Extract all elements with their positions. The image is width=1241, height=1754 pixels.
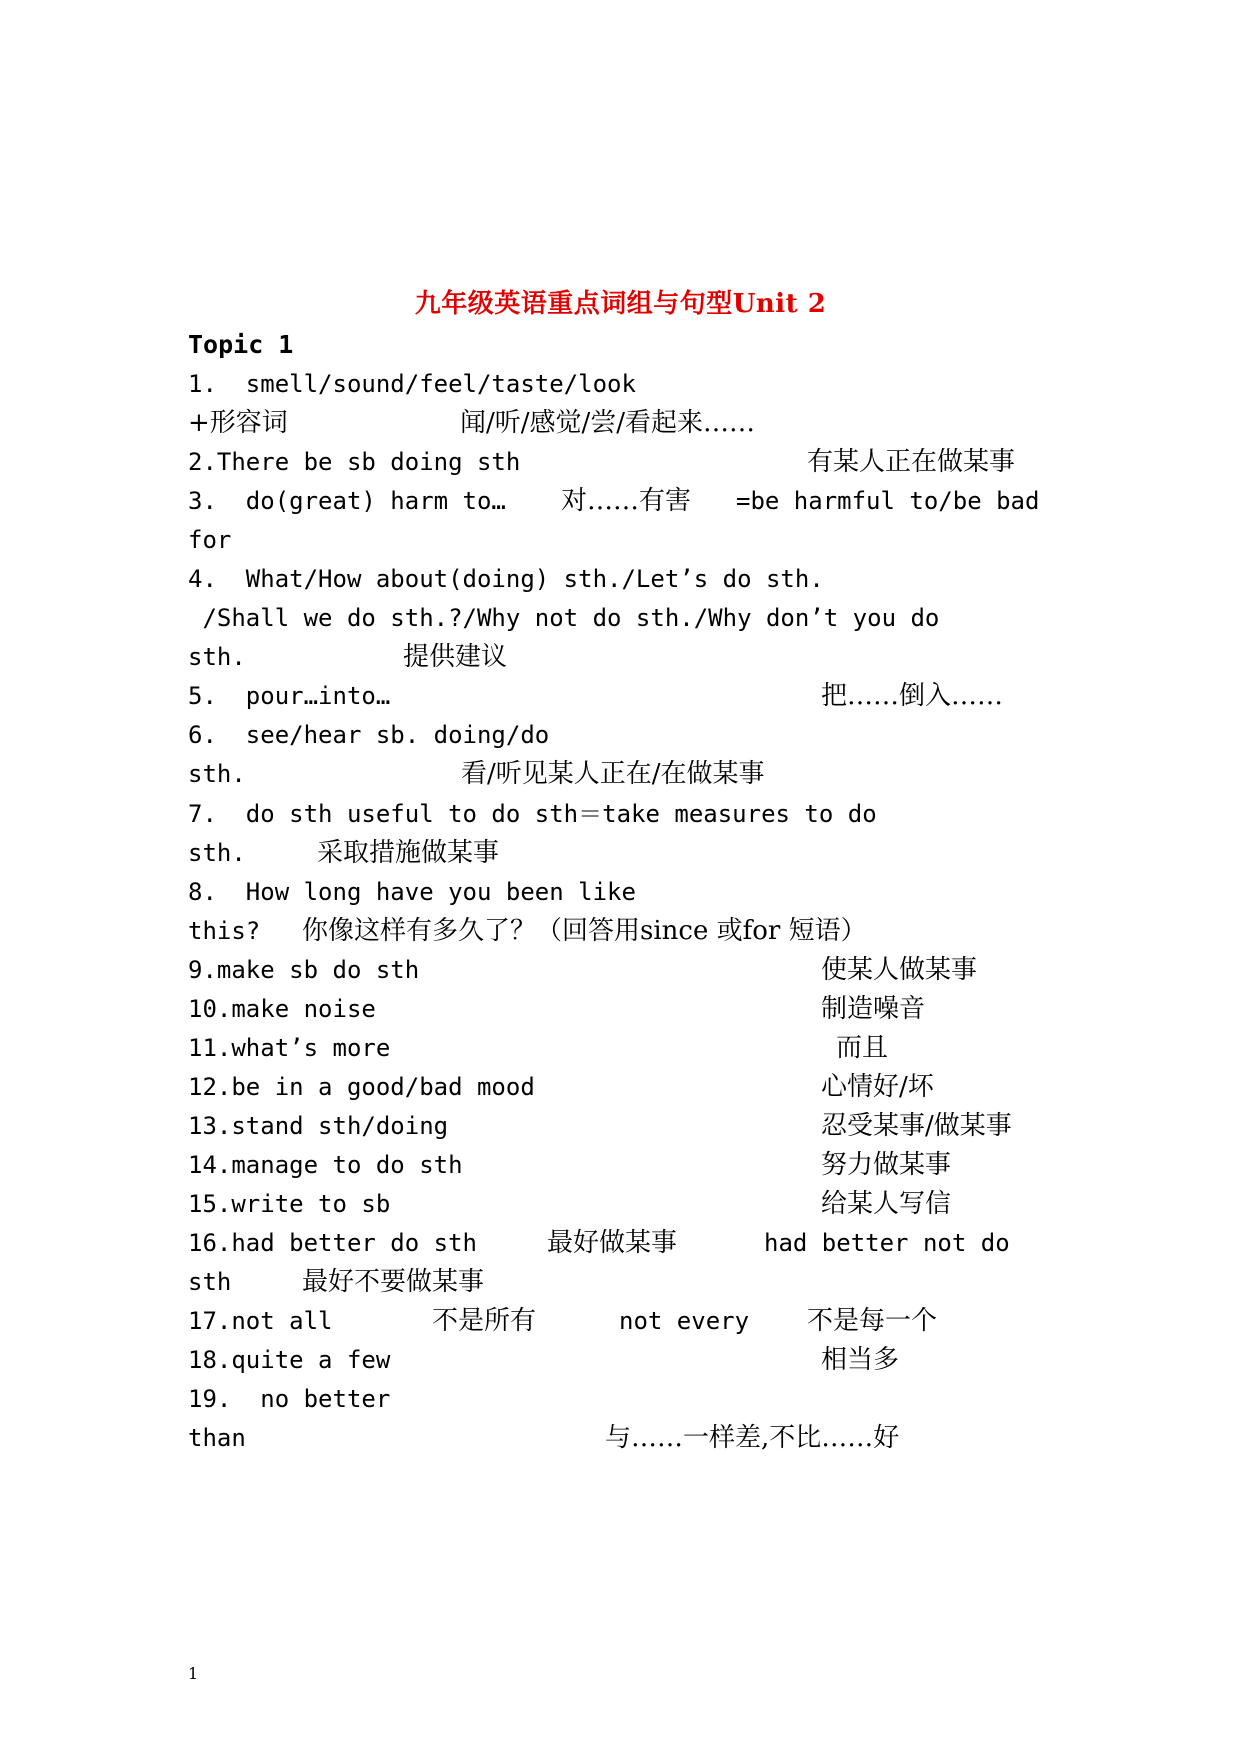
phrase-line: 2.There be sb doing sth bbox=[188, 448, 521, 476]
phrase-meaning: 最好做某事 bbox=[547, 1228, 678, 1258]
phrase-line: sth. bbox=[188, 760, 246, 788]
phrase-line: 18.quite a few bbox=[188, 1346, 391, 1374]
phrase-meaning: 不是每一个 bbox=[807, 1306, 938, 1336]
phrase-line: sth. bbox=[188, 839, 246, 867]
phrase-meaning: 提供建议 bbox=[403, 642, 508, 672]
phrase-meaning: 闻/听/感觉/尝/看起来…… bbox=[460, 408, 756, 438]
phrase-line: 7. do sth useful to do sth＝take measures to do bbox=[188, 800, 877, 828]
phrase-line: had better not do bbox=[764, 1229, 1010, 1257]
phrase-line: sth. bbox=[188, 643, 246, 671]
phrase-line: this? bbox=[188, 917, 261, 945]
phrase-meaning: 努力做某事 bbox=[821, 1150, 952, 1180]
phrase-line: not every bbox=[619, 1307, 750, 1335]
phrase-meaning: 不是所有 bbox=[432, 1306, 537, 1336]
phrase-line: for bbox=[188, 526, 232, 554]
document-title: 九年级英语重点词组与句型Unit 2 bbox=[414, 289, 827, 319]
phrase-meaning: 把……倒入…… bbox=[821, 681, 1004, 711]
phrase-line: /Shall we do sth.?/Why not do sth./Why don’t you do bbox=[188, 604, 940, 632]
phrase-line: 13.stand sth/doing bbox=[188, 1112, 449, 1140]
phrase-line: =be harmful to/be bad bbox=[736, 487, 1040, 515]
phrase-line: 14.manage to do sth bbox=[188, 1151, 463, 1179]
phrase-line: 19. no better bbox=[188, 1385, 391, 1413]
phrase-meaning: 对……有害 bbox=[561, 486, 692, 516]
phrase-meaning: 忍受某事/做某事 bbox=[821, 1111, 1012, 1141]
phrase-meaning: 给某人写信 bbox=[821, 1189, 952, 1219]
topic-heading: Topic 1 bbox=[188, 330, 294, 359]
phrase-line: 11.what’s more bbox=[188, 1034, 391, 1062]
phrase-meaning: 看/听见某人正在/在做某事 bbox=[461, 759, 765, 789]
phrase-line: 8. How long have you been like bbox=[188, 878, 636, 906]
phrase-meaning: 使某人做某事 bbox=[821, 955, 978, 985]
phrase-line: 12.be in a good/bad mood bbox=[188, 1073, 535, 1101]
phrase-line: sth bbox=[188, 1268, 232, 1296]
phrase-meaning: 相当多 bbox=[821, 1345, 900, 1375]
phrase-line: 3. do(great) harm to… bbox=[188, 487, 506, 515]
phrase-line: 17.not all bbox=[188, 1307, 333, 1335]
phrase-meaning: 最好不要做某事 bbox=[302, 1267, 485, 1297]
phrase-line: 6. see/hear sb. doing/do bbox=[188, 721, 550, 749]
phrase-meaning: 制造噪音 bbox=[821, 994, 926, 1024]
phrase-line: 10.make noise bbox=[188, 995, 376, 1023]
page-number: 1 bbox=[188, 1664, 199, 1683]
phrase-line: +形容词 bbox=[188, 408, 288, 438]
phrase-line: than bbox=[188, 1424, 246, 1452]
phrase-meaning: 你像这样有多久了？（回答用since 或for 短语） bbox=[302, 916, 867, 946]
phrase-line: 16.had better do sth bbox=[188, 1229, 477, 1257]
phrase-meaning: 而且 bbox=[836, 1033, 889, 1063]
phrase-meaning: 心情好/坏 bbox=[821, 1072, 934, 1102]
phrase-line: 9.make sb do sth bbox=[188, 956, 420, 984]
phrase-line: 1. smell/sound/feel/taste/look bbox=[188, 370, 636, 398]
phrase-line: 5. pour…into… bbox=[188, 682, 391, 710]
phrase-meaning: 采取措施做某事 bbox=[317, 838, 500, 868]
phrase-line: 4. What/How about(doing) sth./Let’s do sth. bbox=[188, 565, 824, 593]
phrase-line: 15.write to sb bbox=[188, 1190, 391, 1218]
phrase-meaning: 与……一样差,不比……好 bbox=[605, 1423, 900, 1453]
phrase-meaning: 有某人正在做某事 bbox=[807, 447, 1016, 477]
